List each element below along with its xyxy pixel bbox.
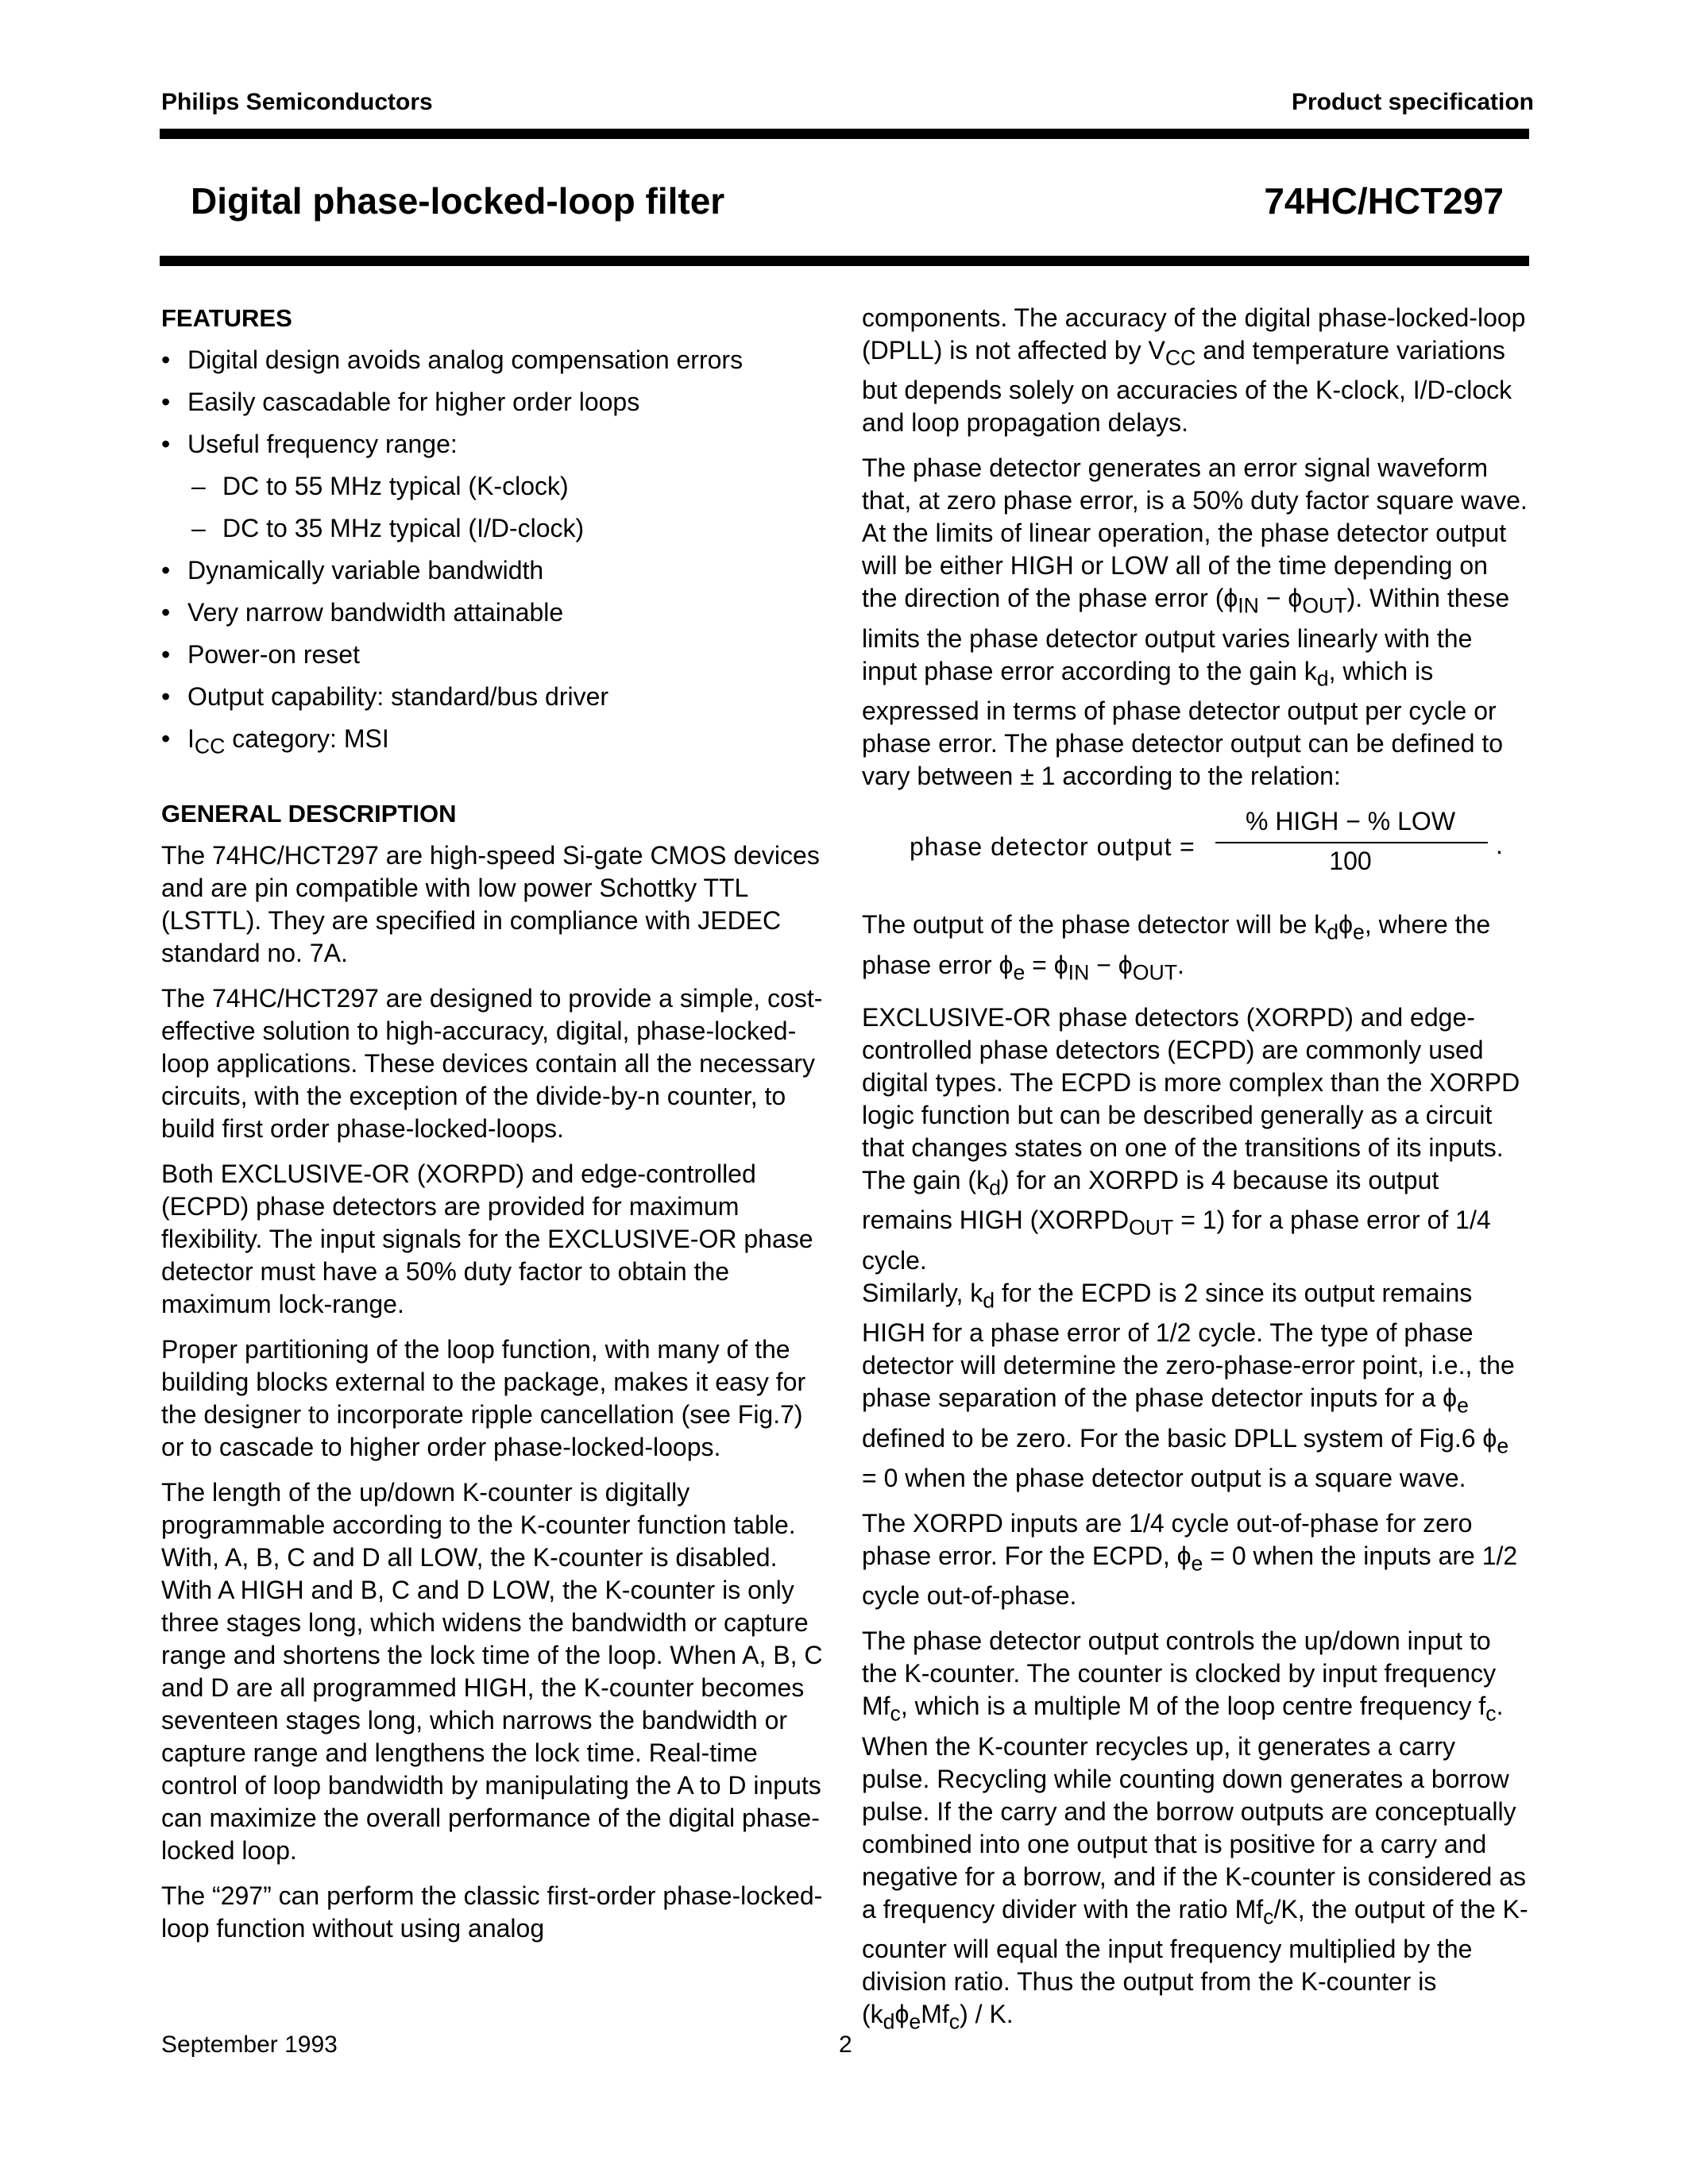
equation-equals: = (1180, 832, 1195, 862)
paragraph: The 74HC/HCT297 are high-speed Si-gate CMOS devices and are pin compatible with low power Schottky TTL (LSTTL). They are specified in compliance with JEDEC standard no. 7A. (161, 841, 820, 968)
paragraph: The phase detector output controls the up/down input to the K-counter. The counter is clocked by input frequency $Mf_c$, which is a multiple M of the loop centre frequency $f_c$. When the K-counter recycles up, it generates a carry pulse. Recycling while counting down generates a borrow pulse. If the carry and the borrow outputs are conceptually combined into one output that is positive for a carry and negative for a borrow, and if the K-counter is considered as a frequency divider with the ratio $Mf_c/K$, the output of the K-counter will equal the input frequency multiplied by the division ratio. Thus the output from the K-counter is $(k_d\phi_eMf_c)$ / K. (862, 1626, 1528, 2034)
doc-type: Product specification (1291, 89, 1534, 115)
header-rule-top (160, 129, 1529, 139)
equation-period: . (1496, 831, 1503, 860)
paragraph: components. The accuracy of the digital phase-locked-loop (DPLL) is not affected by $V_{CC}$ and temperature variations but depends solely on accuracies of the K-clock, I/D-clock and loop propagation delays. (862, 303, 1526, 438)
right-column (862, 302, 1529, 2051)
list-item: • Power-on reset (161, 639, 829, 671)
paragraph: The length of the up/down K-counter is digitally programmable according to the K-counter function table. With, A, B, C and D all LOW, the K-counter is disabled. With A HIGH and B, C and D LOW, the K-counter is only three stages long, which widens the bandwidth or capture range and shortens the lock time of the loop. When A, B, C and D are all programmed HIGH, the K-counter becomes seventeen stages long, which narrows the bandwidth or capture range and lengthens the lock time. Real-time control of loop bandwidth by manipulating the A to D inputs can maximize the overall performance of the digital phase-locked loop. (161, 1478, 823, 1866)
fraction-bar (1215, 842, 1488, 843)
frequency-sublist (161, 470, 829, 545)
paragraph: The “297” can perform the classic first-order phase-locked-loop function without using analog (161, 1881, 823, 1943)
paragraph: Similarly, $k_d$ for the ECPD is 2 since its output remains HIGH for a phase error of 1/2 cycle. The type of phase detector will determine the zero-phase-error point, i.e., the phase separation of the phase detector inputs for a $\phi_e$ defined to be zero. For the basic DPLL system of Fig.6 $\phi_e = 0$ when the phase detector output is a square wave. (862, 1278, 1515, 1492)
paragraph: The output of the phase detector will be $k_d\phi_e$, where the phase error $\phi_e = \phi_{IN} - \phi_{OUT}$. (862, 910, 1491, 984)
list-item: • Digital design avoids analog compensation errors (161, 344, 829, 376)
paragraph: The phase detector generates an error signal waveform that, at zero phase error, is a 50% duty factor square wave. At the limits of linear operation, the phase detector output will be either HIGH or LOW all of the time depending on the direction of the phase error $(\phi_{IN} - \phi_{OUT})$. Within these limits the phase detector output varies linearly with the input phase error according to the gain $k_d$, which is expressed in terms of phase detector output per cycle or phase error. The phase detector output can be defined to vary between ± 1 according to the relation: (862, 453, 1528, 791)
list-item: • Dynamically variable bandwidth (161, 554, 829, 587)
features-heading: FEATURES (161, 304, 292, 332)
page-number: 2 (839, 2032, 852, 2058)
equation-numerator: % HIGH − % LOW (1245, 807, 1456, 836)
paragraph: The 74HC/HCT297 are designed to provide a simple, cost-effective solution to high-accuracy, digital, phase-locked-loop applications. These devices contain all the necessary circuits, with the exception of the divide-by-n counter, to build first order phase-locked-loops. (161, 984, 823, 1144)
equation-denominator: 100 (1329, 847, 1372, 876)
phase-detector-equation (862, 805, 1529, 901)
list-item (161, 428, 829, 545)
list-item: • Very narrow bandwidth attainable (161, 596, 829, 629)
paragraph: Proper partitioning of the loop function, with many of the building blocks external to the package, makes it easy for the designer to incorporate ripple cancellation (see Fig.7) or to cascade to higher order phase-locked-loops. (161, 1335, 806, 1462)
list-item: • Output capability: standard/bus driver (161, 681, 829, 713)
list-item: • Easily cascadable for higher order loops (161, 386, 829, 419)
paragraph: EXCLUSIVE-OR phase detectors (XORPD) and edge-controlled phase detectors (ECPD) are commonly used digital types. The ECPD is more complex than the XORPD logic function but can be described generally as a circuit that changes states on one of the transitions of its inputs. The gain $(k_d)$ for an XORPD is 4 because its output remains HIGH $(XORPD_{OUT} = 1)$ for a phase error of 1/4 cycle. (862, 1002, 1520, 1275)
company-name: Philips Semiconductors (161, 89, 433, 115)
list-item: – DC to 55 MHz typical (K-clock) (161, 470, 829, 503)
paragraph: The XORPD inputs are 1/4 cycle out-of-phase for zero phase error. For the ECPD, $\phi_e = 0$ when the inputs are 1/2 cycle out-of-phase. (862, 1508, 1518, 1611)
left-column (161, 302, 829, 1958)
footer-date: September 1993 (161, 2032, 338, 2058)
page-title: Digital phase-locked-loop filter (191, 180, 725, 222)
paragraph: Both EXCLUSIVE-OR (XORPD) and edge-controlled (ECPD) phase detectors are provided for maximum flexibility. The input signals for the EXCLUSIVE-OR phase detector must have a 50% duty factor to obtain the maximum lock-range. (161, 1160, 813, 1319)
list-item: – DC to 35 MHz typical (I/D-clock) (161, 512, 829, 545)
equation-lhs: phase detector output (910, 832, 1172, 862)
general-description-heading: GENERAL DESCRIPTION (161, 800, 457, 828)
list-item-text: Useful frequency range: (187, 430, 458, 458)
header-rule-bottom (160, 256, 1529, 266)
features-list (161, 344, 829, 762)
part-number: 74HC/HCT297 (1264, 180, 1504, 222)
list-item: • $I_{CC}$ category: MSI (161, 723, 829, 762)
